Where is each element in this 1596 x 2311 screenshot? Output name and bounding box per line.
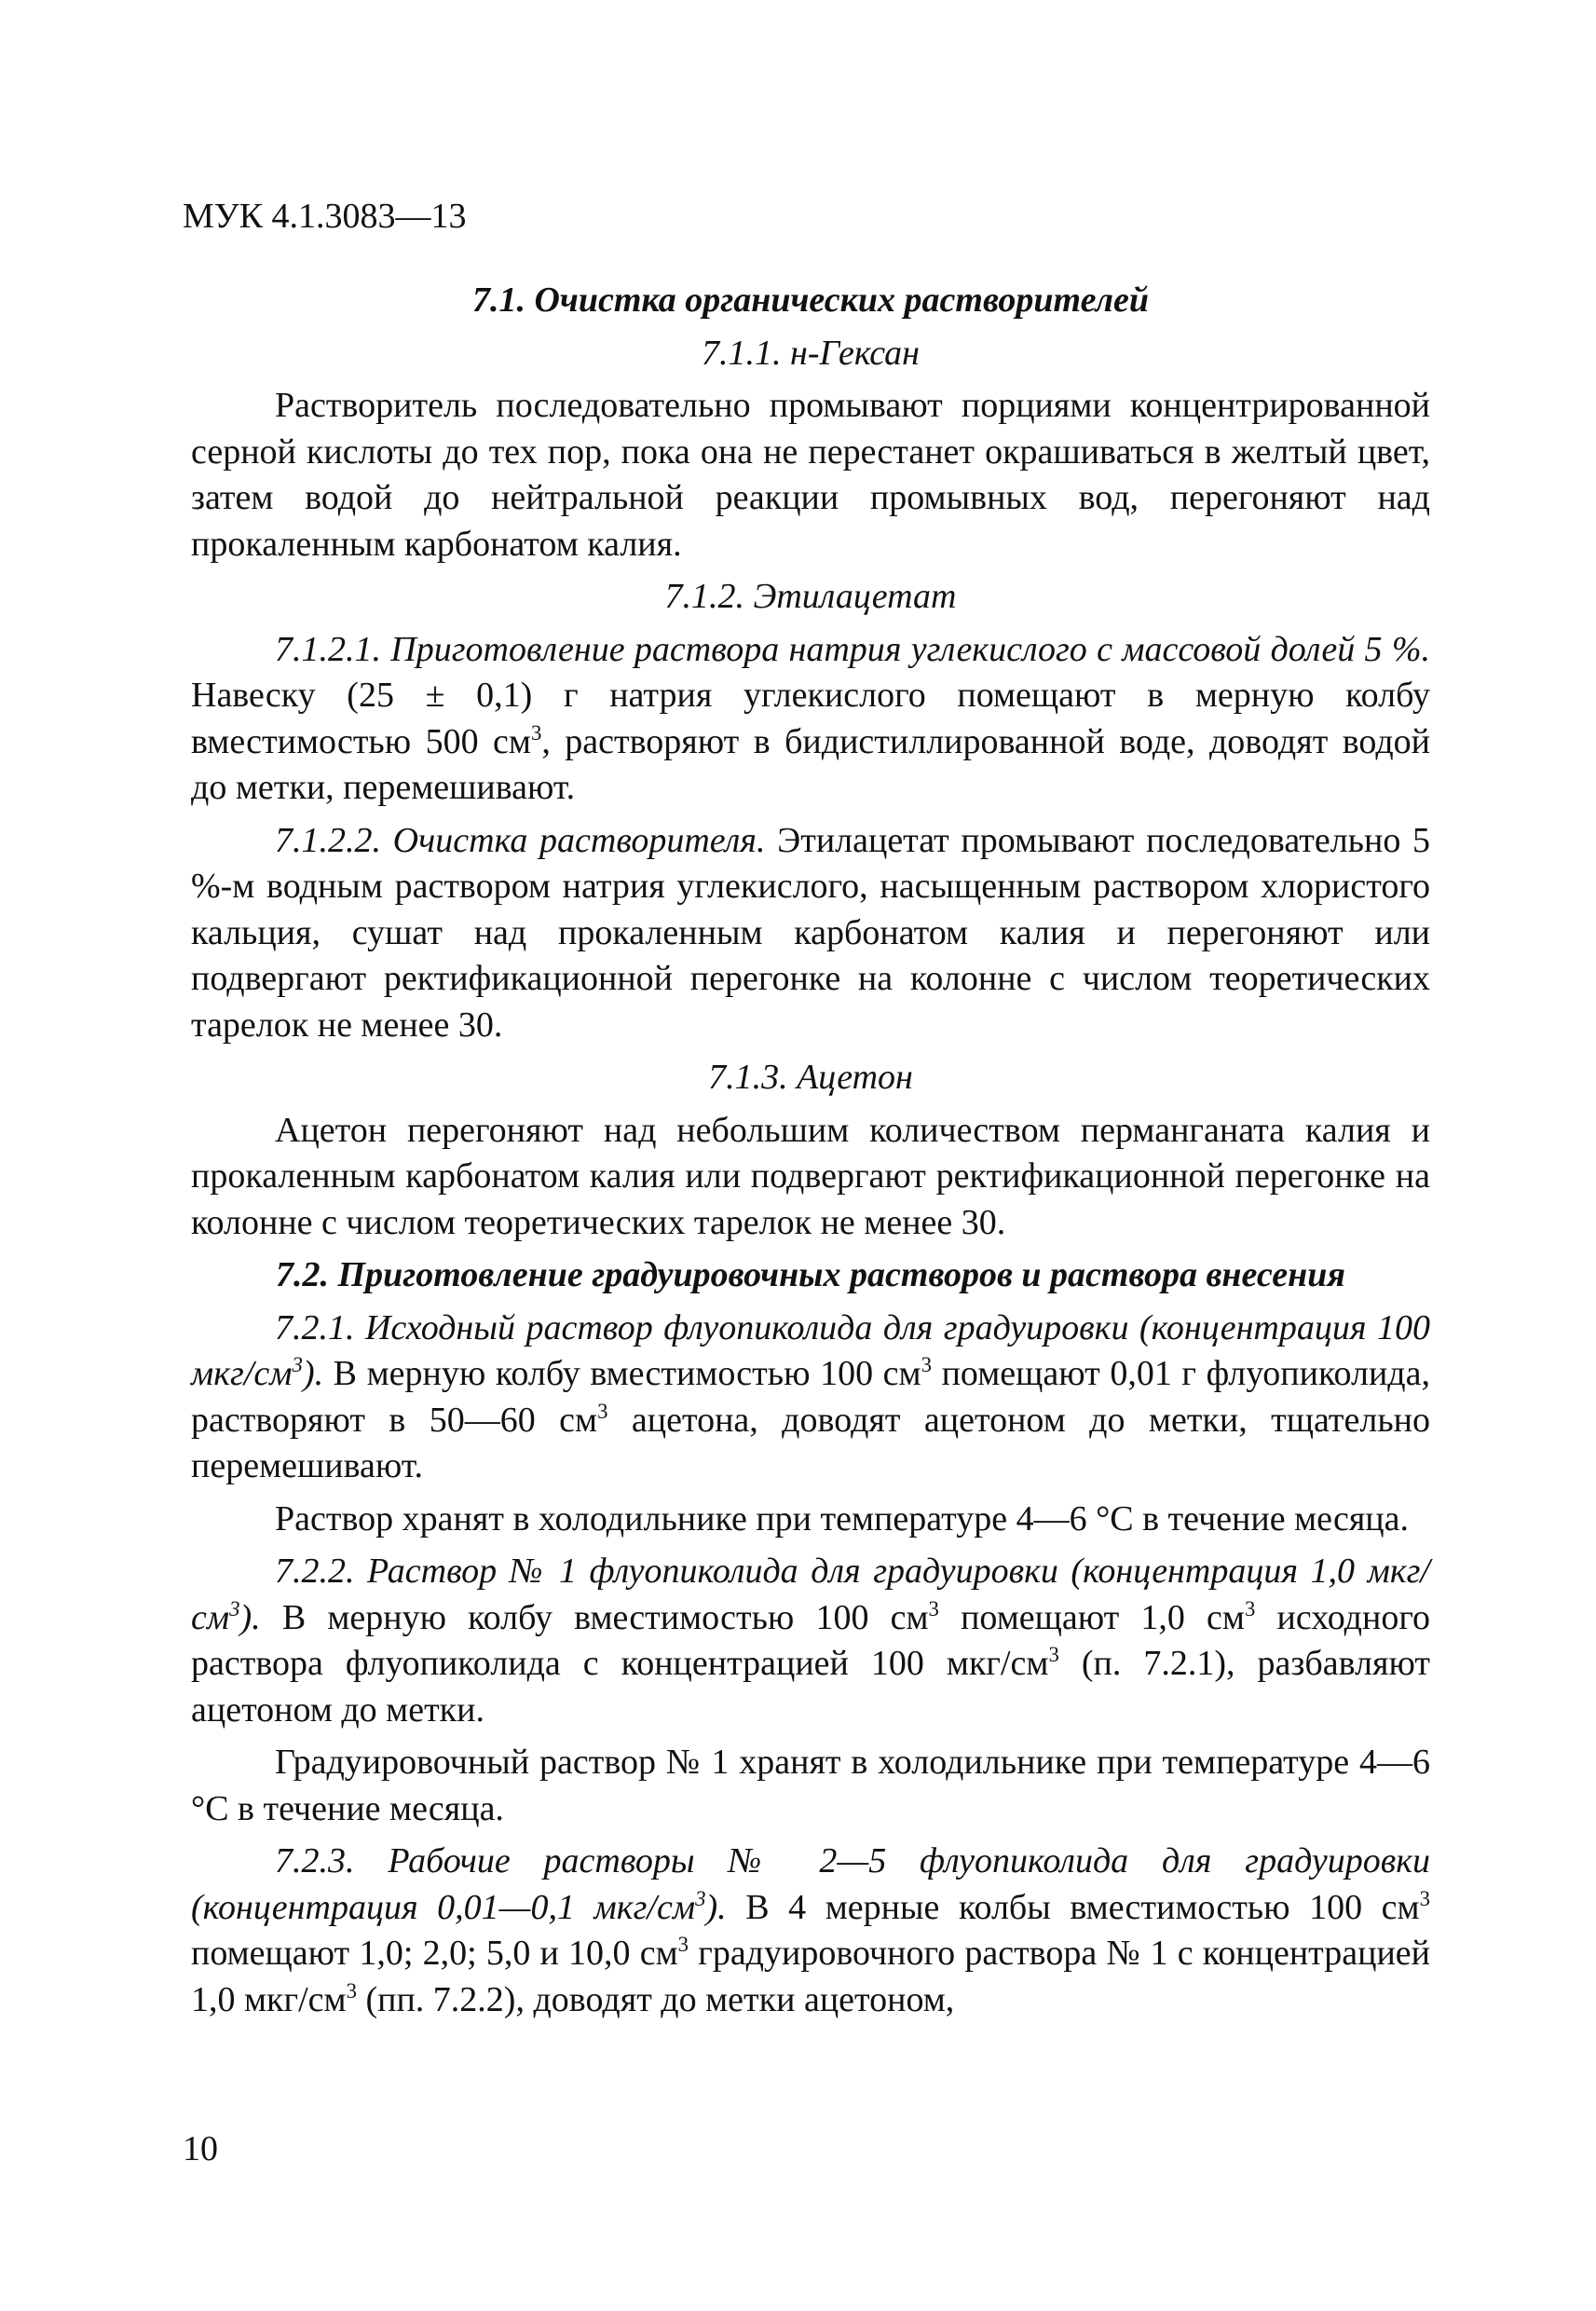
superscript: 3 xyxy=(695,1886,706,1910)
paragraph-hexane: Растворитель последовательно промывают порциями концентрированной серной кислоты до тех пор, пока она не перестанет окрашиваться в желтый цвет, затем водой до нейтральной реакции промывных вод, перегоняют над прокаленным карбонатом калия. xyxy=(191,386,1430,564)
paragraph-text: (п. 7.2.1), разбавляют ацетоном до метки. xyxy=(191,1644,1430,1730)
paragraph-lead-text: 7.2.3. Рабочие растворы № 2—5 флуопиколида для градуировки (концентрация 0,01—0,1 мкг/см xyxy=(191,1841,1430,1927)
paragraph-lead-text: 7.2.1. Исходный раствор флуопиколида для градуировки (концентрация 100 мкг/см xyxy=(191,1307,1430,1393)
paragraph-lead-text: ). xyxy=(705,1887,727,1927)
subsection-7-1-1-title: 7.1.1. н-Гексан xyxy=(702,333,920,373)
paragraph-text: (пп. 7.2.2), доводят до метки ацетоном, xyxy=(356,1979,955,2019)
paragraph-7-2-3 xyxy=(191,1839,1430,2023)
superscript: 3 xyxy=(229,1596,240,1620)
paragraph-7-2-2 xyxy=(191,1549,1430,1733)
paragraph-7-1-2-1 xyxy=(191,627,1430,812)
paragraph-text: градуировочного раствора № 1 с концентрацией 1,0 мкг/см xyxy=(191,1934,1430,2019)
section-7-1-title: 7.1. Очистка органических растворителей xyxy=(471,280,1150,320)
paragraph-text: В мерную колбу вместимостью 100 см xyxy=(323,1354,921,1393)
paragraph-text: исходного раствора флуопиколида с концентрацией 100 мкг/см xyxy=(191,1597,1430,1683)
document-code-header: МУК 4.1.3083—13 xyxy=(183,197,467,236)
paragraph-7-2-1 xyxy=(191,1306,1430,1490)
paragraph-lead-text: ). xyxy=(239,1597,261,1637)
superscript: 3 xyxy=(1419,1886,1430,1910)
paragraph-lead-text: ). xyxy=(302,1354,324,1393)
page-number: 10 xyxy=(183,2129,218,2168)
paragraph-storage-2: Градуировочный раствор № 1 хранят в холодильнике при температуре 4—6 °С в течение месяца. xyxy=(191,1743,1430,1828)
paragraph-acetone: Ацетон перегоняют над небольшим количеством перманганата калия и прокаленным карбонатом калия или подвергают ректификационной перегонке на колонне с числом теоретических тарелок не менее 30. xyxy=(191,1110,1430,1242)
paragraph-text: Навеску (25 ± 0,1) г натрия углекислого помещают в мерную колбу вместимостью 500 см xyxy=(191,676,1430,761)
paragraph-text: Этилацетат промывают последовательно 5 %-м водным раствором натрия углекислого, насыщенным раствором хлористого кальция, сушат над прокаленным карбонатом калия и перегоняют или подвергают ректификационной перегонке на колонне с числом теоретических тарелок не менее 30. xyxy=(191,820,1430,1045)
superscript: 3 xyxy=(530,720,542,745)
superscript: 3 xyxy=(1244,1596,1256,1620)
paragraph-text: В мерную колбу вместимостью 100 см xyxy=(260,1597,929,1637)
superscript: 3 xyxy=(921,1352,932,1376)
document-body xyxy=(191,278,1430,2030)
paragraph-lead: 7.1.2.2. Очистка растворителя. xyxy=(275,820,766,860)
superscript: 3 xyxy=(928,1596,939,1620)
paragraph-lead-text: 7.2.2. Раствор № 1 флуопиколида для градуировки (концентрация 1,0 мкг/см xyxy=(191,1552,1430,1637)
superscript: 3 xyxy=(1048,1642,1059,1666)
paragraph-text: , растворяют в бидистиллированной воде, доводят водой до метки, перемешивают. xyxy=(191,721,1430,807)
subsection-7-1-3-title: 7.1.3. Ацетон xyxy=(708,1058,913,1097)
superscript: 3 xyxy=(677,1932,689,1956)
paragraph-7-1-2-2 xyxy=(191,818,1430,1049)
subsection-7-1-2-title: 7.1.2. Этилацетат xyxy=(664,577,957,616)
superscript: 3 xyxy=(597,1399,608,1423)
superscript: 3 xyxy=(292,1352,303,1376)
paragraph-lead: 7.1.2.1. Приготовление раствора натрия углекислого с массовой долей 5 %. xyxy=(275,629,1430,669)
paragraph-text: помещают 1,0 см xyxy=(938,1597,1245,1637)
superscript: 3 xyxy=(346,1978,357,2003)
section-7-2-title: 7.2. Приготовление градуировочных растворов и раствора внесения xyxy=(276,1255,1345,1294)
paragraph-text: помещают 1,0; 2,0; 5,0 и 10,0 см xyxy=(191,1934,678,1973)
paragraph-text: В 4 мерные колбы вместимостью 100 см xyxy=(726,1887,1420,1927)
paragraph-text: помещают 0,01 г флуопиколида, растворяют в 50—60 см xyxy=(191,1354,1430,1440)
paragraph-storage-1: Раствор хранят в холодильнике при температуре 4—6 °С в течение месяца. xyxy=(275,1498,1410,1538)
paragraph-text: ацетона, доводят ацетоном до метки, тщательно перемешивают. xyxy=(191,1400,1430,1485)
